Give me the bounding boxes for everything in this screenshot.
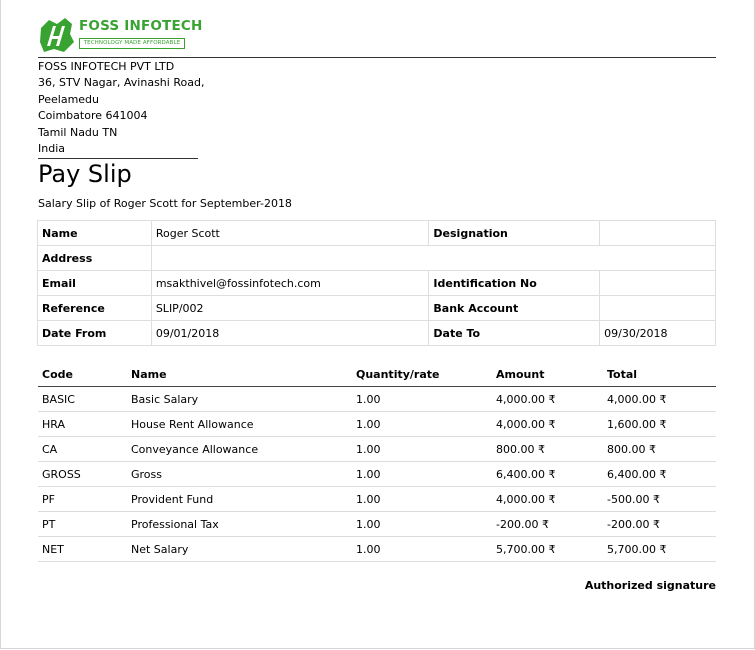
salary-lines-table <box>38 362 716 562</box>
info-row <box>38 296 716 321</box>
column-header-code: Code <box>38 362 127 387</box>
column-header-name: Name <box>127 362 352 387</box>
line-amount: 6,400.00 ₹ <box>492 462 603 487</box>
table-row <box>38 387 716 412</box>
email-value: msakthivel@fossinfotech.com <box>151 271 429 296</box>
table-row <box>38 512 716 537</box>
address-label: Address <box>38 246 152 271</box>
table-row <box>38 487 716 512</box>
line-code: HRA <box>38 412 127 437</box>
designation-value <box>600 221 716 246</box>
company-logo <box>38 16 203 52</box>
line-quantity: 1.00 <box>352 462 492 487</box>
line-total: 6,400.00 ₹ <box>603 462 716 487</box>
logo-leaf-icon <box>38 16 76 54</box>
column-header-total: Total <box>603 362 716 387</box>
info-row <box>38 246 716 271</box>
line-amount: 5,700.00 ₹ <box>492 537 603 562</box>
document-header <box>38 14 716 58</box>
date-from-label: Date From <box>38 321 152 346</box>
line-total: -200.00 ₹ <box>603 512 716 537</box>
line-total: 4,000.00 ₹ <box>603 387 716 412</box>
info-row <box>38 321 716 346</box>
line-name: Conveyance Allowance <box>127 437 352 462</box>
column-header-quantity: Quantity/rate <box>352 362 492 387</box>
logo-tagline: TECHNOLOGY MADE AFFORDABLE <box>79 38 185 49</box>
name-label: Name <box>38 221 152 246</box>
page-title: Pay Slip <box>38 160 132 188</box>
column-header-amount: Amount <box>492 362 603 387</box>
table-row <box>38 537 716 562</box>
authorized-signature: Authorized signature <box>584 579 716 592</box>
line-code: PF <box>38 487 127 512</box>
bank-account-value <box>600 296 716 321</box>
table-row <box>38 462 716 487</box>
line-quantity: 1.00 <box>352 437 492 462</box>
company-address <box>38 59 205 159</box>
address-value <box>151 246 715 271</box>
line-quantity: 1.00 <box>352 487 492 512</box>
table-header-row <box>38 362 716 387</box>
line-total: 5,700.00 ₹ <box>603 537 716 562</box>
info-row <box>38 221 716 246</box>
line-quantity: 1.00 <box>352 537 492 562</box>
line-total: -500.00 ₹ <box>603 487 716 512</box>
line-amount: 4,000.00 ₹ <box>492 412 603 437</box>
line-name: House Rent Allowance <box>127 412 352 437</box>
line-quantity: 1.00 <box>352 512 492 537</box>
table-row <box>38 412 716 437</box>
line-total: 800.00 ₹ <box>603 437 716 462</box>
page-subtitle: Salary Slip of Roger Scott for September-2018 <box>38 197 292 210</box>
line-code: CA <box>38 437 127 462</box>
address-line: FOSS INFOTECH PVT LTD <box>38 60 175 73</box>
identification-label: Identification No <box>429 271 600 296</box>
line-amount: 4,000.00 ₹ <box>492 487 603 512</box>
address-line: Coimbatore 641004 <box>38 109 148 123</box>
date-to-value: 09/30/2018 <box>600 321 716 346</box>
date-to-label: Date To <box>429 321 600 346</box>
address-line: 36, STV Nagar, Avinashi Road, <box>38 76 205 90</box>
line-amount: 800.00 ₹ <box>492 437 603 462</box>
line-quantity: 1.00 <box>352 387 492 412</box>
table-row <box>38 437 716 462</box>
line-code: PT <box>38 512 127 537</box>
address-line: India <box>38 142 65 156</box>
address-line: Tamil Nadu TN <box>38 125 118 139</box>
line-name: Gross <box>127 462 352 487</box>
line-amount: -200.00 ₹ <box>492 512 603 537</box>
line-code: BASIC <box>38 387 127 412</box>
identification-value <box>600 271 716 296</box>
line-name: Net Salary <box>127 537 352 562</box>
line-total: 1,600.00 ₹ <box>603 412 716 437</box>
line-quantity: 1.00 <box>352 412 492 437</box>
line-code: NET <box>38 537 127 562</box>
info-row <box>38 271 716 296</box>
date-from-value: 09/01/2018 <box>151 321 429 346</box>
reference-value: SLIP/002 <box>151 296 429 321</box>
address-line: Peelamedu <box>38 92 100 106</box>
line-code: GROSS <box>38 462 127 487</box>
employee-info-table <box>37 220 716 346</box>
logo-name: FOSS INFOTECH <box>79 18 203 34</box>
line-name: Provident Fund <box>127 487 352 512</box>
line-name: Basic Salary <box>127 387 352 412</box>
email-label: Email <box>38 271 152 296</box>
line-amount: 4,000.00 ₹ <box>492 387 603 412</box>
line-name: Professional Tax <box>127 512 352 537</box>
designation-label: Designation <box>429 221 600 246</box>
name-value: Roger Scott <box>151 221 429 246</box>
bank-account-label: Bank Account <box>429 296 600 321</box>
reference-label: Reference <box>38 296 152 321</box>
